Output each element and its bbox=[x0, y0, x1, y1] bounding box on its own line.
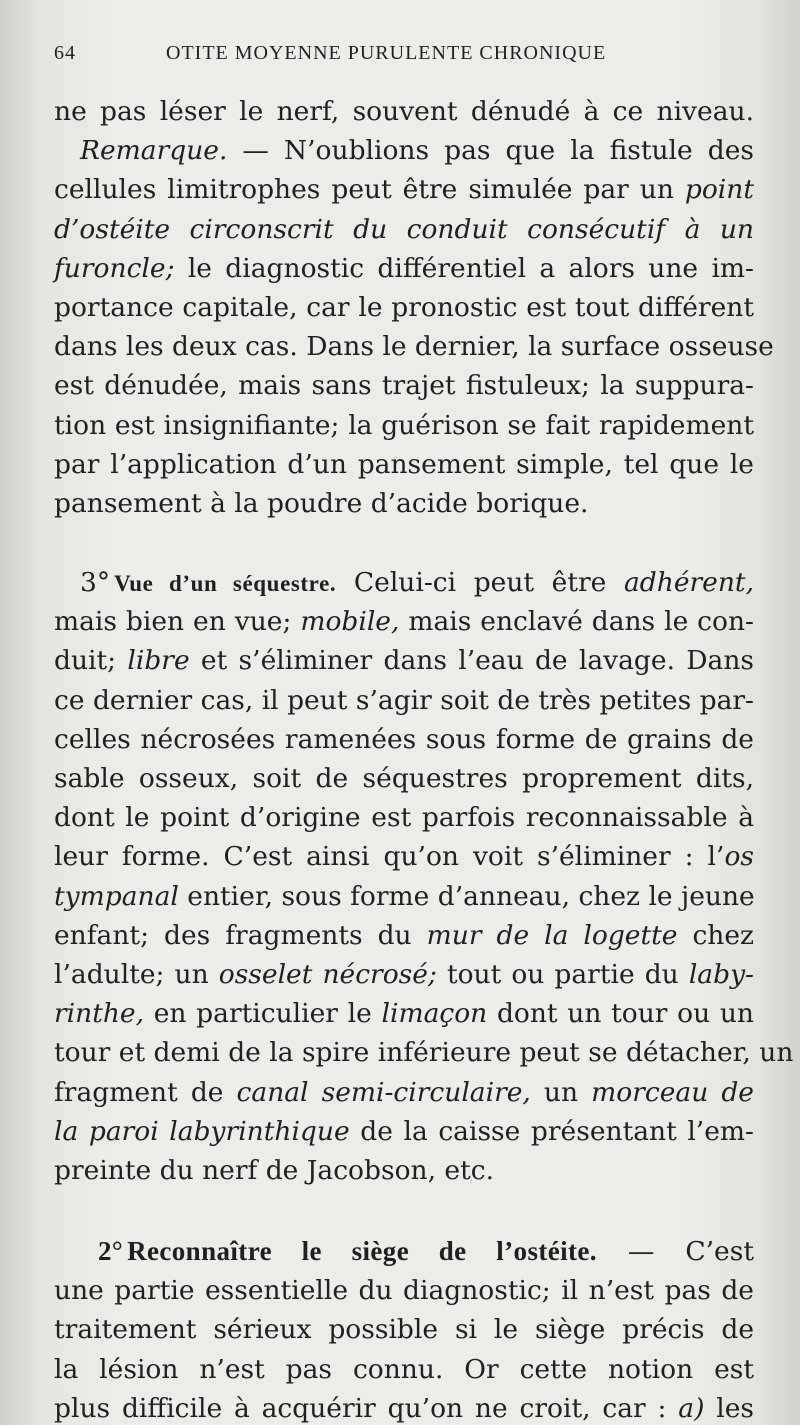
text-span: tour et demi de la spire inférieure peut se détacher, un bbox=[54, 1037, 794, 1069]
section-number: 3° bbox=[80, 567, 111, 599]
text-line bbox=[54, 641, 754, 680]
section-heading: Vue d’un séquestre. bbox=[114, 571, 337, 597]
italic-span: canal semi-circulaire, bbox=[236, 1076, 531, 1108]
text-line bbox=[54, 1033, 794, 1072]
text-line bbox=[54, 210, 754, 249]
section-number: 2° bbox=[98, 1236, 124, 1267]
italic-span: laby- bbox=[688, 958, 754, 990]
text-line bbox=[54, 955, 754, 994]
text-line bbox=[54, 1271, 754, 1310]
section-heading: Reconnaître le siège de l’ostéite. bbox=[127, 1236, 597, 1267]
text-span: la lésion n’est pas connu. Or cette notion est bbox=[54, 1353, 754, 1385]
text-span: leur forme. C’est ainsi qu’on voit s’éliminer : l’ bbox=[54, 841, 725, 873]
text-span: traitement sérieux possible si le siège précis de bbox=[54, 1314, 754, 1346]
text-span: de la caisse présentant l’em- bbox=[349, 1115, 754, 1147]
italic-span: furoncle; bbox=[54, 252, 175, 284]
text-span: celles nécrosées ramenées sous forme de grains de bbox=[54, 723, 754, 755]
text-line bbox=[54, 1151, 754, 1190]
italic-span: mobile, bbox=[300, 606, 400, 638]
text-span: — C’est bbox=[596, 1236, 754, 1268]
italic-span: a) bbox=[678, 1392, 705, 1424]
italic-span: morceau de bbox=[591, 1076, 754, 1108]
text-span: mais bien en vue; bbox=[54, 606, 301, 638]
text-line bbox=[54, 602, 754, 641]
text-span: par l’application d’un pansement simple, tel que le bbox=[54, 448, 754, 480]
text-line bbox=[54, 1350, 754, 1389]
running-title: OTITE MOYENNE PURULENTE CHRONIQUE bbox=[166, 42, 607, 64]
text-line bbox=[54, 681, 754, 720]
text-line bbox=[54, 445, 754, 484]
text-line bbox=[54, 994, 754, 1033]
text-span: Celui-ci peut être bbox=[336, 567, 624, 599]
text-span: en particulier le bbox=[144, 998, 382, 1030]
text-span: tion est insignifiante; la guérison se fait rapidement bbox=[54, 409, 754, 441]
italic-span: rinthe, bbox=[54, 998, 145, 1030]
italic-span: os bbox=[724, 841, 754, 873]
text-line bbox=[54, 131, 754, 170]
text-span: une partie essentielle du diagnostic; il n’est pas de bbox=[54, 1275, 754, 1307]
text-span: mais enclavé dans le con- bbox=[399, 606, 754, 638]
text-span: un bbox=[530, 1076, 592, 1108]
text-span: le diagnostic différentiel a alors une im- bbox=[174, 252, 754, 284]
text-span: — N’oublions pas que la fistule des bbox=[227, 135, 754, 167]
text-line bbox=[54, 406, 754, 445]
text-line bbox=[54, 1310, 754, 1349]
text-line bbox=[54, 798, 754, 837]
text-line bbox=[54, 837, 754, 876]
italic-span: tympanal bbox=[54, 880, 179, 912]
text-line bbox=[54, 1112, 754, 1151]
text-line bbox=[54, 1232, 754, 1271]
paragraph-sequestre bbox=[54, 563, 794, 1190]
italic-span: point bbox=[684, 174, 754, 206]
text-span: plus difficile à acquérir qu’on ne croit, car : bbox=[54, 1392, 679, 1424]
text-span: tout ou partie du bbox=[436, 958, 689, 990]
text-line bbox=[54, 877, 754, 916]
text-line bbox=[54, 759, 754, 798]
text-line bbox=[54, 366, 754, 405]
text-line bbox=[54, 563, 754, 602]
text-line bbox=[54, 1389, 754, 1425]
italic-span: libre bbox=[127, 645, 190, 677]
italic-span: la paroi labyrinthique bbox=[54, 1115, 350, 1147]
text-line bbox=[54, 484, 754, 523]
text-span: entier, sous forme d’anneau, chez le jeune bbox=[178, 880, 755, 912]
text-span: l’adulte; un bbox=[54, 958, 219, 990]
text-span: ne pas léser le nerf, souvent dénudé à ce niveau. bbox=[54, 96, 754, 127]
text-span: les bbox=[704, 1392, 754, 1424]
page-number: 64 bbox=[54, 42, 76, 64]
text-span: pansement à la poudre d’acide borique. bbox=[54, 487, 589, 519]
text-line bbox=[54, 170, 754, 209]
text-line bbox=[54, 916, 754, 955]
text-span: preinte du nerf de Jacobson, etc. bbox=[54, 1154, 495, 1186]
page-body bbox=[54, 92, 794, 1425]
text-span: est dénudée, mais sans trajet fistuleux; la suppura- bbox=[54, 370, 754, 402]
text-span: et s’éliminer dans l’eau de lavage. Dans bbox=[189, 645, 754, 677]
italic-span: limaçon bbox=[381, 998, 488, 1030]
text-span: duit; bbox=[54, 645, 128, 677]
text-span: fragment de bbox=[54, 1076, 237, 1108]
text-span: dont le point d’origine est parfois reconnaissable à bbox=[54, 802, 754, 834]
running-head bbox=[54, 42, 754, 72]
italic-span: adhérent, bbox=[623, 567, 754, 599]
italic-span: osselet nécrosé; bbox=[218, 958, 437, 990]
text-line bbox=[54, 1073, 754, 1112]
paragraph-gap bbox=[54, 523, 754, 563]
text-line bbox=[54, 92, 754, 131]
text-span: portance capitale, car le pronostic est tout différent bbox=[54, 291, 754, 323]
text-span: chez bbox=[677, 919, 754, 951]
italic-span: mur de la logette bbox=[426, 919, 678, 951]
text-span: sable osseux, soit de séquestres proprement dits, bbox=[54, 763, 754, 794]
text-span: enfant; des fragments du bbox=[54, 919, 427, 951]
text-line bbox=[54, 249, 754, 288]
text-span: ce dernier cas, il peut s’agir soit de très petites par- bbox=[54, 684, 754, 716]
paragraph-gap bbox=[54, 1190, 754, 1232]
remarque-label: Remarque. bbox=[80, 135, 228, 167]
paragraph-remarque bbox=[54, 92, 774, 523]
text-span: dont un tour ou un bbox=[487, 998, 754, 1030]
text-line bbox=[54, 720, 754, 759]
text-span: cellules limitrophes peut être simulée par un bbox=[54, 174, 685, 206]
italic-span: d’ostéite circonscrit du conduit consécutif à un bbox=[54, 213, 754, 245]
text-line bbox=[54, 327, 774, 366]
text-span: dans les deux cas. Dans le dernier, la surface osseuse bbox=[54, 331, 774, 363]
paragraph-siege-osteite bbox=[54, 1232, 754, 1425]
text-line bbox=[54, 288, 754, 327]
